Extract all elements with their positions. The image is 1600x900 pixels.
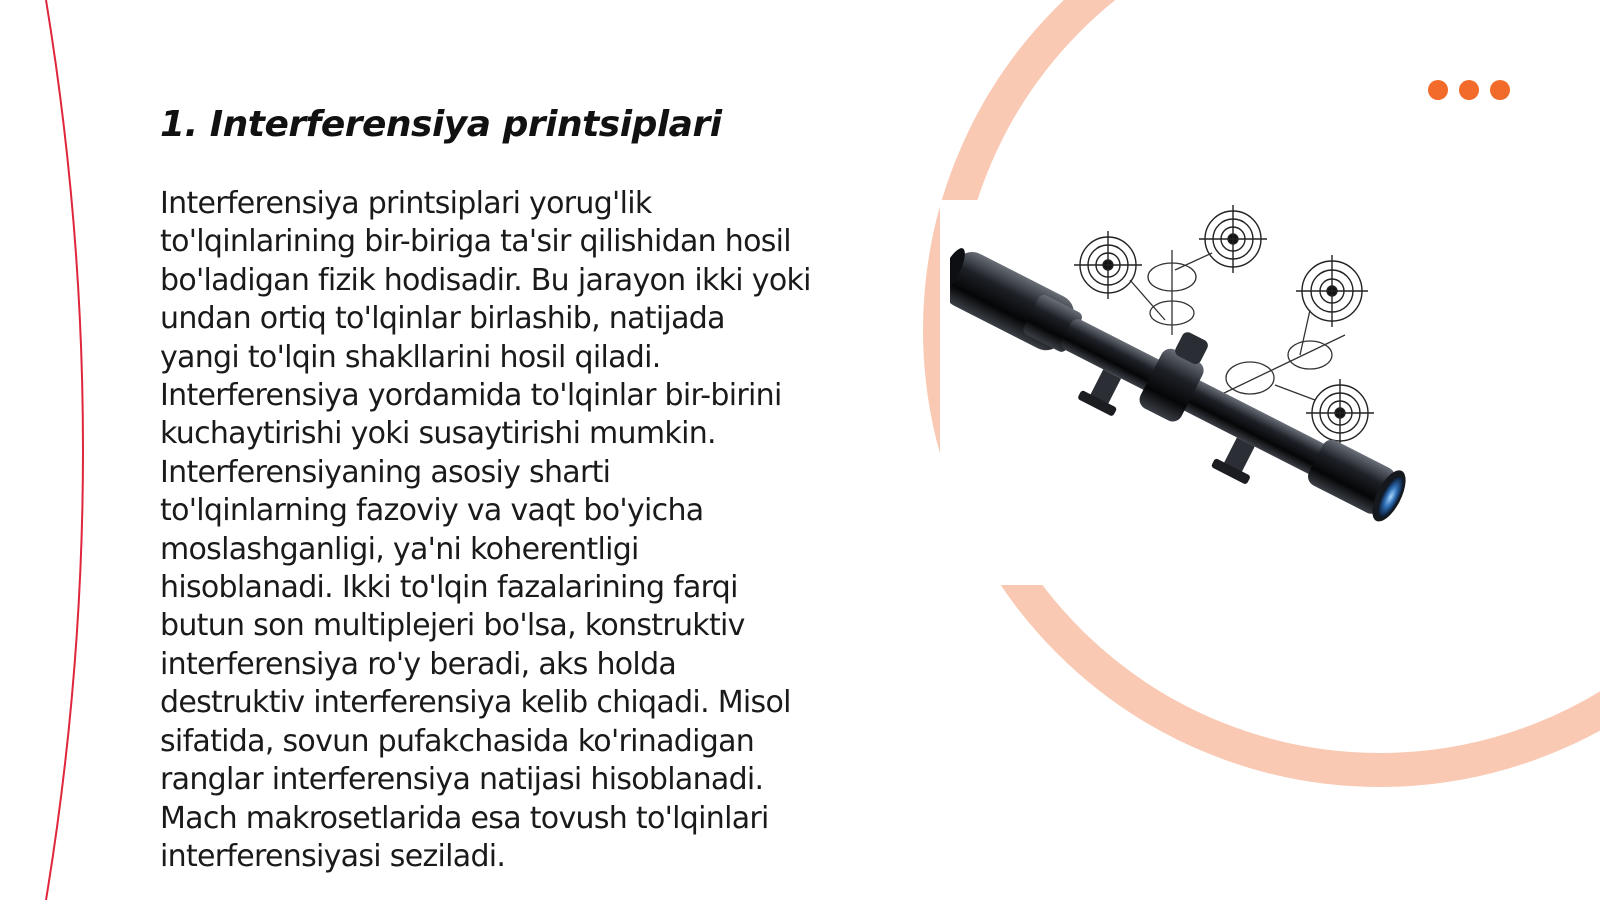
dot-3	[1490, 80, 1510, 100]
body-line: Interferensiya printsiplari yorug'lik	[160, 186, 652, 221]
body-line: destruktiv interferensiya kelib chiqadi. Misol	[160, 685, 791, 721]
dot-1	[1428, 80, 1448, 100]
body-line: sifatida, sovun pufakchasida ko'rinadigan	[160, 723, 755, 759]
target-1	[1074, 231, 1142, 299]
body-line: Mach makrosetlarida esa tovush to'lqinlari	[160, 800, 769, 836]
body-line: yangi to'lqin shakllarini hosil qiladi.	[160, 339, 661, 375]
target-4	[1306, 379, 1374, 447]
body-line: undan ortiq to'lqinlar birlashib, natijada	[160, 301, 725, 337]
body-line: hisoblanadi. Ikki to'lqin fazalarining farqi	[160, 570, 738, 606]
body-line: bo'ladigan fizik hodisadir. Bu jarayon ikki yoki	[160, 262, 811, 298]
dot-2	[1459, 80, 1479, 100]
body-line: moslashganligi, ya'ni koherentligi	[160, 531, 639, 567]
rifle-scope-with-targets-icon	[950, 195, 1450, 575]
body-line: kuchaytirishi yoki susaytirishi mumkin.	[160, 416, 716, 452]
body-line: to'lqinlarning fazoviy va vaqt bo'yicha	[160, 493, 704, 529]
slide-body	[160, 185, 850, 876]
body-line: to'lqinlarining bir-biriga ta'sir qilishidan hosil	[160, 224, 791, 260]
slide-title: 1. Interferensiya printsiplari	[160, 104, 722, 145]
body-line: Interferensiyaning asosiy sharti	[160, 454, 611, 490]
target-3	[1296, 255, 1368, 327]
body-line: ranglar interferensiya natijasi hisoblanadi.	[160, 762, 764, 798]
body-line: interferensiyasi seziladi.	[160, 838, 506, 874]
body-line: butun son multiplejeri bo'lsa, konstruktiv	[160, 608, 745, 644]
body-line: interferensiya ro'y beradi, aks holda	[160, 646, 677, 682]
body-line: Interferensiya yordamida to'lqinlar bir-birini	[160, 378, 782, 414]
target-2	[1199, 205, 1267, 273]
menu-dots	[1428, 80, 1510, 100]
